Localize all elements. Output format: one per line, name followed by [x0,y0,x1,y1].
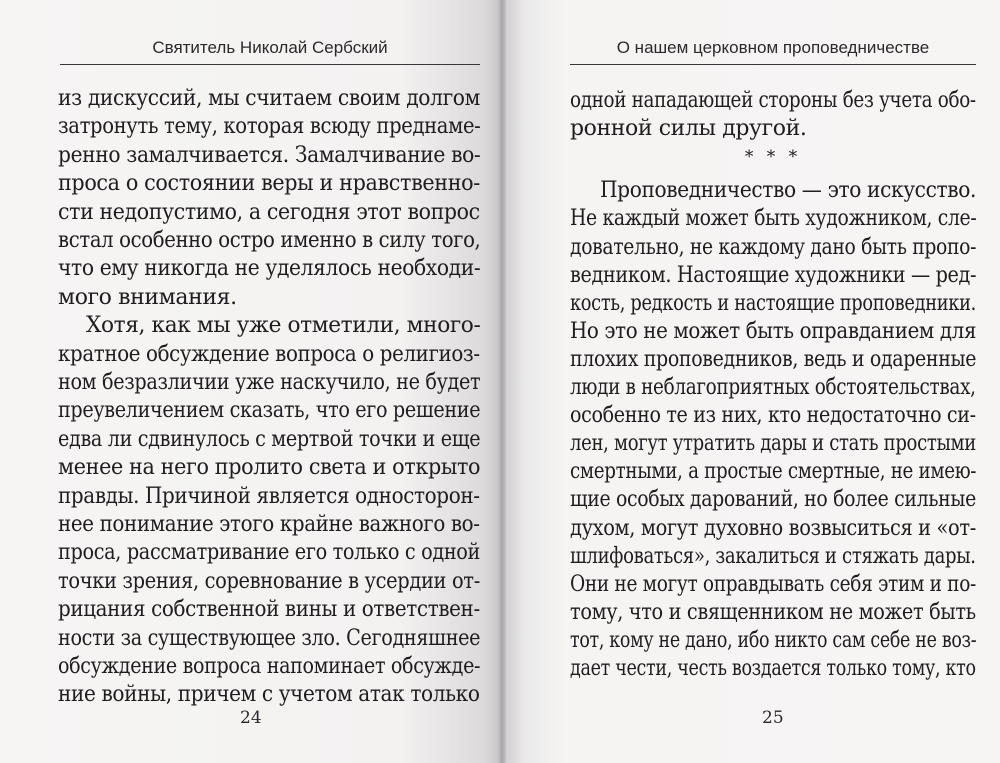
text-line: плохих проповедников, ведь и одаренные [570,346,977,372]
text-line: дает чести, честь воздается только тому, кто [570,656,976,681]
text-line: рицания собственной вины и ответствен- [58,597,480,623]
text-line: проса, рассматривание его только с одной [58,540,481,566]
page-number-left: 24 [240,708,262,728]
text-line: кость, редкость и настоящие проповедники. [570,290,976,316]
header-rule-left [60,64,480,65]
text-line: смертными, а простые смертные, не имею- [570,459,977,485]
book-gutter [498,0,506,763]
left-page [0,0,498,763]
text-line: ние войны, причем с учетом атак только [58,682,480,708]
text-line: ронной силы другой. [570,116,807,142]
text-line: тот, кому не дано, ибо никто сам себе не воз- [570,627,977,653]
text-line: Они не могут оправдывать себя этим и по- [570,571,976,597]
text-line: щие особых дарований, но более сильные [570,487,976,513]
text-line: преувеличением сказать, что его решение [58,398,481,424]
text-line: ном безразличии уже наскучило, не будет [58,370,481,395]
text-line: Проповедничество — это искусство. [600,178,977,204]
text-line: проса о состоянии веры и нравственно- [58,171,480,197]
running-header-right: О нашем церковном проповедничестве [616,38,930,57]
text-line: правды. Причиной является односторон- [58,483,480,509]
header-rule-right [570,64,976,65]
text-line: встал особенно остро именно в силу того, [58,228,481,253]
text-line: ности за существующее зло. Сегодняшнее [58,625,481,651]
text-line: люди в неблагоприятных обстоятельствах, [570,375,976,400]
text-line: Хотя, как мы уже отметили, много- [86,313,481,339]
text-line: одной нападающей стороны без учета обо- [570,88,976,113]
text-line: менее на него пролито света и открыто [58,455,481,481]
text-line: шлифоваться», закалиться и стяжать дары. [570,543,976,569]
text-line: едва ли сдвинулось с мертвой точки и еще [58,426,481,452]
text-line: кратное обсуждение вопроса о религиоз- [58,341,480,367]
text-line: что ему никогда не уделялось необходи- [58,256,481,282]
running-header-left: Святитель Николай Сербский [152,38,388,57]
text-line: Но это не может быть оправданием для [570,318,977,344]
text-line: * * * [744,147,802,168]
text-line: точки зрения, соревнование в усердии от- [58,568,480,594]
text-line: особенно те из них, кто недостаточно си- [570,403,976,429]
text-line: духом, могут духовно возвыситься и «от- [570,515,976,541]
text-line: довательно, не каждому дано быть пропо- [570,234,977,260]
text-line: ренно замалчивается. Замалчивание во- [58,142,481,168]
text-line: лен, могут утратить дары и стать простыми [570,431,976,457]
text-line: нее понимание этого крайне важного во- [58,512,480,537]
text-line: мого внимания. [58,284,237,310]
text-line: затронуть тему, которая всюду преднаме- [58,114,481,140]
text-line: тому, что и священником не может быть [570,599,976,625]
text-line: из дискуссий, мы считаем своим долгом [58,86,480,111]
text-line: ведником. Настоящие художники — ред- [570,262,977,288]
text-line: сти недопустимо, а сегодня этот вопрос [58,199,480,225]
text-line: Не каждый может быть художником, сле- [570,206,977,232]
right-page [506,0,1000,763]
page-number-right: 25 [762,708,784,728]
text-line: обсуждение вопроса напоминает обсужде- [58,654,481,679]
